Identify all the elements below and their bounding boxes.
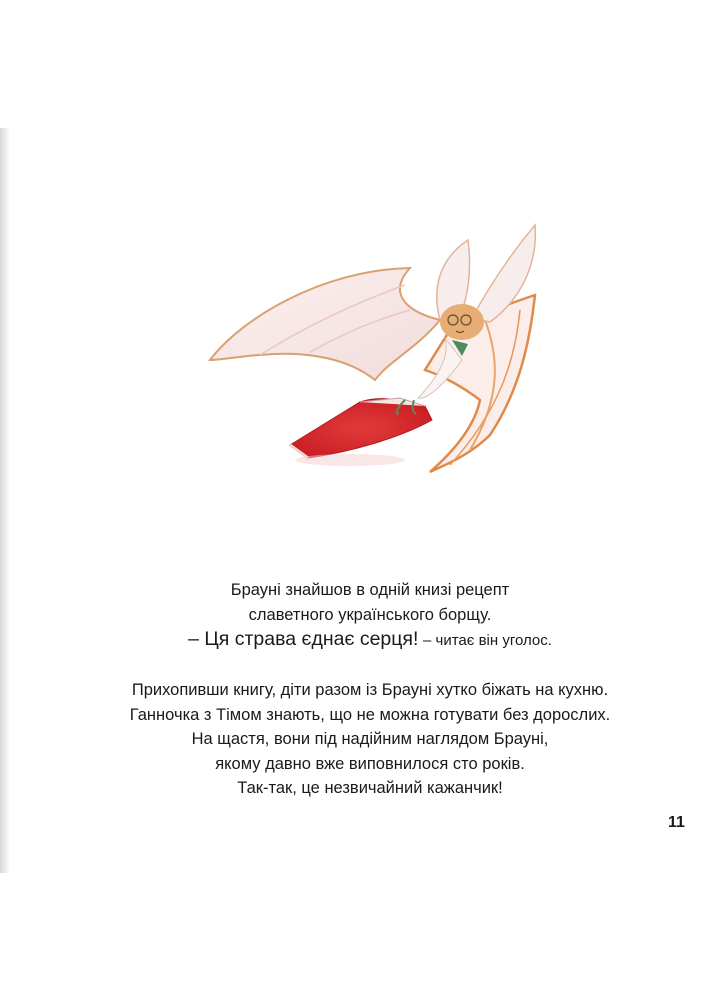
text-line: якому давно вже виповнилося сто років. — [215, 754, 525, 773]
story-paragraph — [60, 678, 680, 801]
intro-paragraph — [60, 578, 680, 654]
dialogue-quote: – Ця страва єднає серця! — [188, 628, 419, 650]
dialogue-line — [60, 627, 680, 654]
text-line: Ганночка з Тімом знають, що не можна готувати без дорослих. — [129, 705, 611, 724]
text-line: На щастя, вони під надійним наглядом Брауні, — [191, 730, 549, 748]
text-line: Так-так, це незвичайний кажанчик! — [237, 779, 503, 797]
text-line: Прихопивши книгу, діти разом із Брауні хутко біжать на кухню. — [131, 681, 609, 699]
left-wing — [210, 268, 440, 380]
bat-with-book-illustration — [200, 210, 550, 480]
text-line: славетного українського борщу. — [248, 605, 492, 624]
page-binding-edge — [0, 128, 10, 873]
red-book — [290, 399, 432, 458]
page-number: 11 — [668, 814, 685, 831]
dialogue-attribution: – читає він уголос. — [423, 632, 552, 649]
text-line: Брауні знайшов в одній книзі рецепт — [230, 581, 510, 599]
